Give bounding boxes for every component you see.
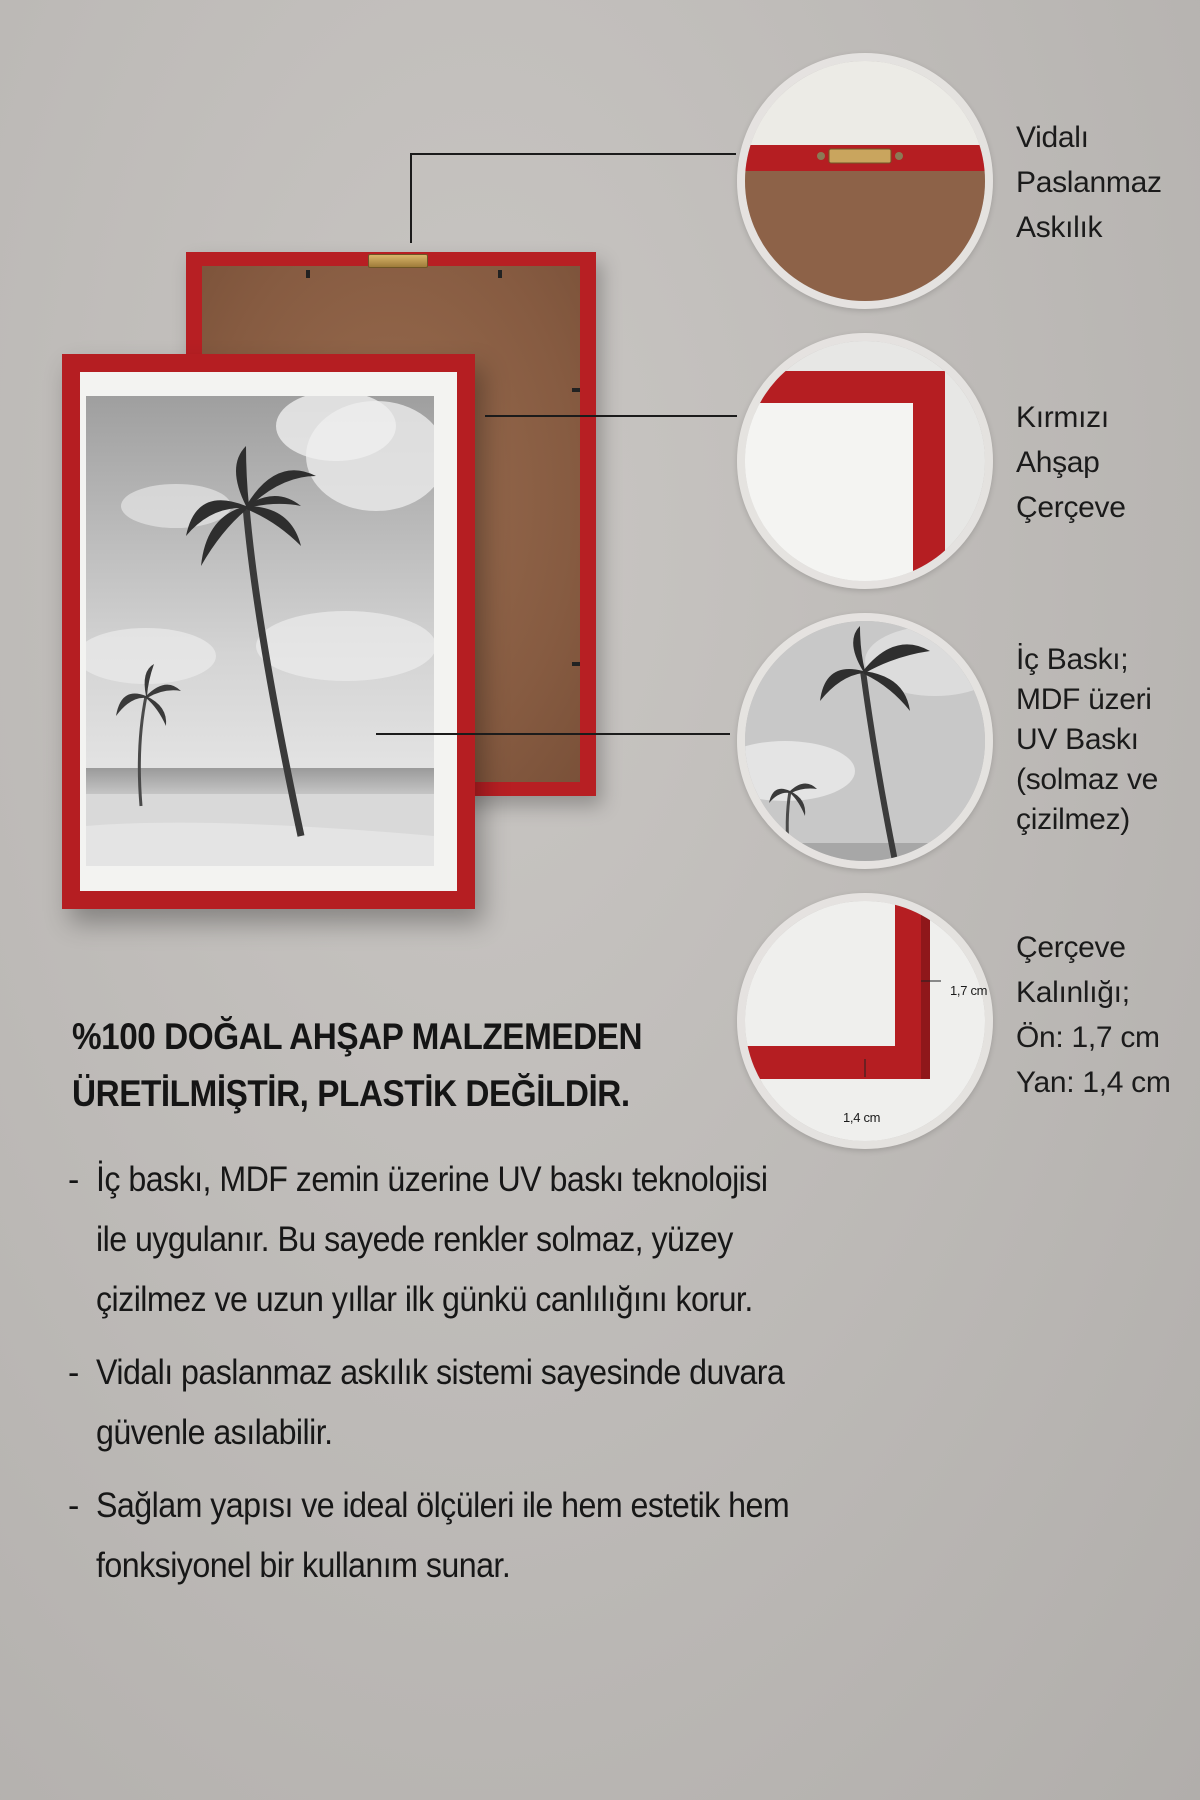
feature-bullet-list — [66, 1150, 790, 1609]
feature-label-print — [1016, 640, 1158, 840]
clip-icon — [572, 662, 580, 666]
bullet-item — [66, 1343, 786, 1463]
hanger-icon — [368, 254, 428, 268]
side-thickness-label: 1,4 cm — [843, 1110, 881, 1125]
feature-line: UV Baskı — [1016, 723, 1139, 756]
feature-line: (solmaz ve — [1016, 763, 1159, 796]
bullet-text: İç baskı, MDF zemin üzerine UV baskı teknolojisi ile uygulanır. Bu sayede renkler solmaz, yüzey çizilmez ve uzun yıllar ilk günkü canlılığını korur. — [96, 1160, 768, 1319]
bullet-item — [66, 1476, 790, 1596]
feature-line: Kırmızı — [1016, 401, 1109, 434]
feature-line: Çerçeve — [1016, 931, 1126, 964]
feature-line: Çerçeve — [1016, 491, 1126, 524]
feature-line: Ahşap — [1016, 446, 1100, 479]
bullet-item — [66, 1150, 786, 1330]
bullet-text: Vidalı paslanmaz askılık sistemi sayesinde duvara güvenle asılabilir. — [96, 1353, 785, 1452]
palm-beach-photo — [86, 396, 434, 866]
heading-line: ÜRETİLMİŞTİR, PLASTİK DEĞİLDİR. — [72, 1073, 630, 1114]
front-thickness-label: 1,7 cm — [950, 983, 988, 998]
feature-line: Paslanmaz — [1016, 166, 1162, 199]
leader-line — [410, 153, 412, 243]
heading-line: %100 DOĞAL AHŞAP MALZEMEDEN — [72, 1016, 643, 1057]
hanger-detail-icon — [737, 53, 993, 309]
print-detail-icon — [737, 613, 993, 869]
feature-line: Askılık — [1016, 211, 1103, 244]
frame-corner-detail-icon — [737, 333, 993, 589]
feature-label-hanger — [1016, 115, 1162, 250]
bullet-dash: - — [68, 1161, 80, 1199]
feature-line: Ön: 1,7 cm — [1016, 1021, 1160, 1054]
feature-line: çizilmez) — [1016, 803, 1130, 836]
bullet-dash: - — [68, 1487, 80, 1525]
feature-line: Kalınlığı; — [1016, 976, 1130, 1009]
leader-line — [410, 153, 736, 155]
clip-icon — [306, 270, 310, 278]
bullet-text: Sağlam yapısı ve ideal ölçüleri ile hem estetik hem fonksiyonel bir kullanım sunar. — [96, 1486, 790, 1585]
leader-line — [376, 733, 730, 735]
clip-icon — [572, 388, 580, 392]
feature-line: MDF üzeri — [1016, 683, 1152, 716]
feature-line: Vidalı — [1016, 121, 1089, 154]
feature-label-frame — [1016, 395, 1126, 530]
feature-label-thickness — [1016, 925, 1171, 1105]
bullet-dash: - — [68, 1354, 80, 1392]
feature-line: İç Baskı; — [1016, 643, 1129, 676]
feature-line: Yan: 1,4 cm — [1016, 1066, 1171, 1099]
leader-line — [485, 415, 737, 417]
clip-icon — [498, 270, 502, 278]
main-heading — [72, 1008, 684, 1122]
